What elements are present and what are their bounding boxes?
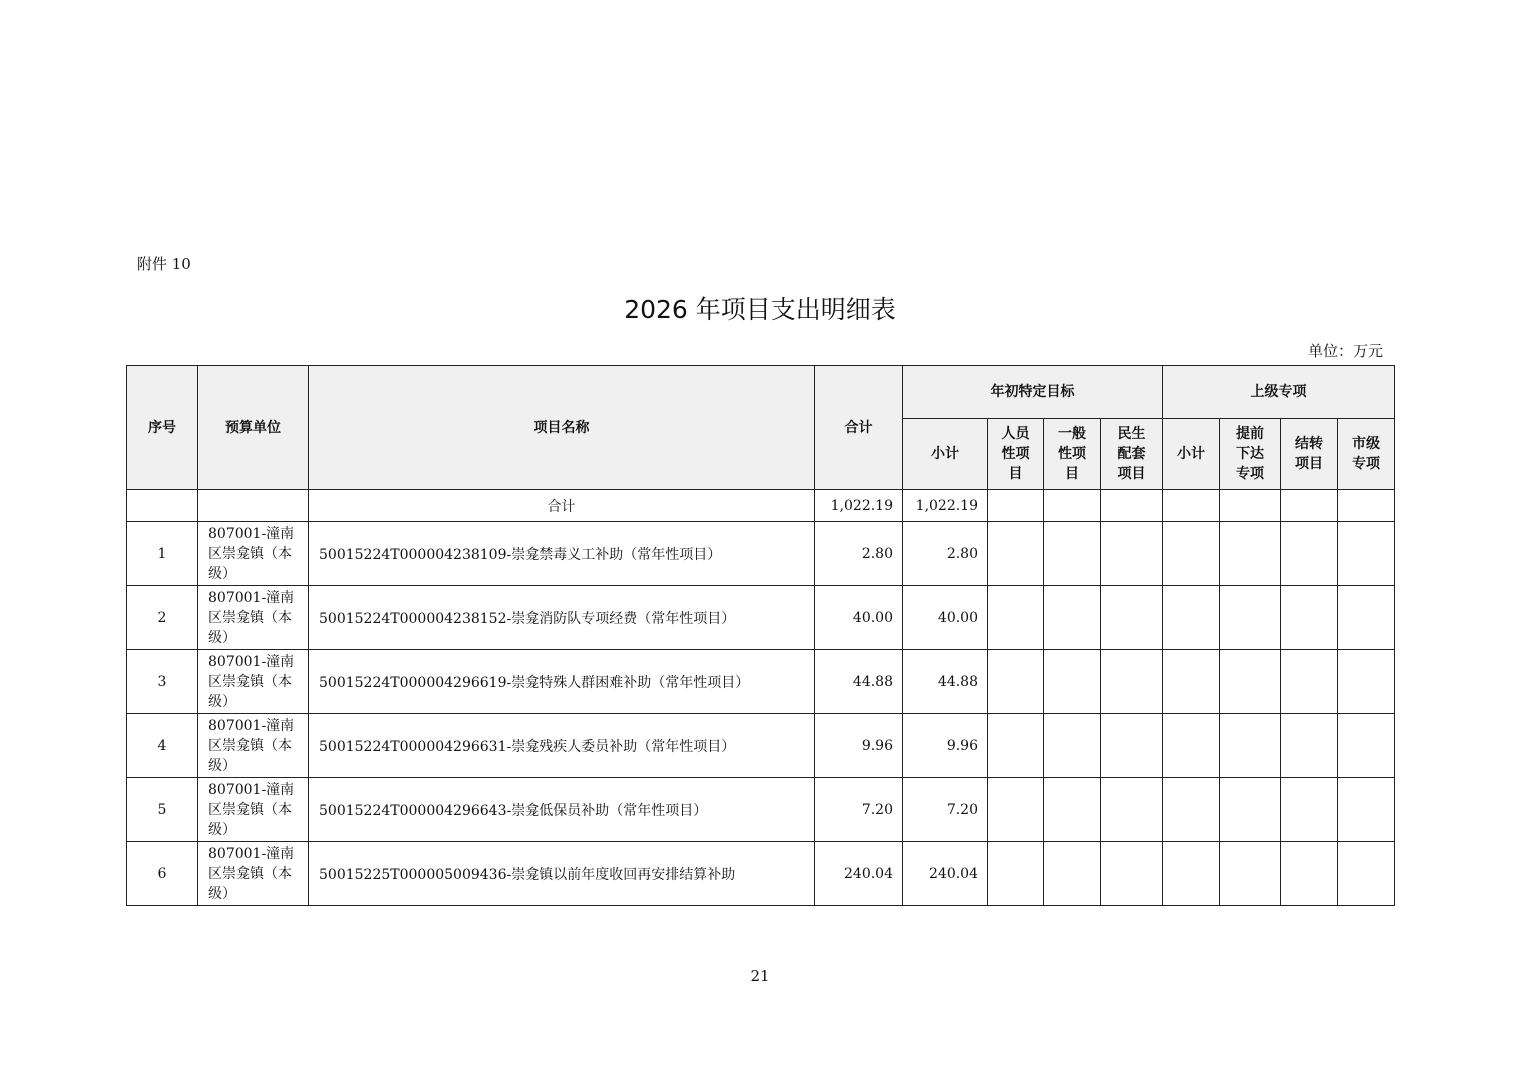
table-row [127,586,1395,650]
row-subtotal: 2.80 [903,522,988,586]
row-total: 44.88 [815,650,903,714]
attachment-label: 附件 10 [137,255,191,273]
row-project: 50015224T000004296619-崇龛特殊人群困难补助（常年性项目） [309,650,815,714]
unit-label: 单位：万元 [1307,342,1383,360]
col-header-personnel: 人员性项目 [988,419,1044,490]
row-unit: 807001-潼南区崇龛镇（本级） [198,650,309,714]
total-row [127,490,1395,522]
col-header-livelihood: 民生配套项目 [1101,419,1163,490]
row-total: 9.96 [815,714,903,778]
total-label: 合计 [309,490,815,522]
col-header-municipal: 市级专项 [1338,419,1395,490]
col-header-total: 合计 [815,366,903,490]
row-seq: 3 [127,650,198,714]
col-header-unit: 预算单位 [198,366,309,490]
col-header-carryover: 结转项目 [1281,419,1338,490]
col-header-advance: 提前下达专项 [1220,419,1281,490]
row-project: 50015224T000004238152-崇龛消防队专项经费（常年性项目） [309,586,815,650]
table-row [127,714,1395,778]
col-group-header-superior-special: 上级专项 [1163,366,1395,419]
project-expenditure-table [126,365,1395,906]
row-unit: 807001-潼南区崇龛镇（本级） [198,842,309,906]
col-header-general: 一般性项目 [1044,419,1101,490]
row-subtotal: 40.00 [903,586,988,650]
row-project: 50015224T000004296643-崇龛低保员补助（常年性项目） [309,778,815,842]
row-project: 50015225T000005009436-崇龛镇以前年度收回再安排结算补助 [309,842,815,906]
total-amount: 1,022.19 [815,490,903,522]
header-row-1 [127,366,1395,419]
row-total: 7.20 [815,778,903,842]
row-total: 2.80 [815,522,903,586]
total-subtotal: 1,022.19 [903,490,988,522]
row-unit: 807001-潼南区崇龛镇（本级） [198,778,309,842]
row-subtotal: 240.04 [903,842,988,906]
row-subtotal: 9.96 [903,714,988,778]
row-project: 50015224T000004238109-崇龛禁毒义工补助（常年性项目） [309,522,815,586]
row-seq: 6 [127,842,198,906]
table-row [127,778,1395,842]
row-seq: 4 [127,714,198,778]
page-number: 21 [750,967,770,985]
row-unit: 807001-潼南区崇龛镇（本级） [198,522,309,586]
row-subtotal: 7.20 [903,778,988,842]
col-header-subtotal-2: 小计 [1163,419,1220,490]
row-total: 240.04 [815,842,903,906]
row-project: 50015224T000004296631-崇龛残疾人委员补助（常年性项目） [309,714,815,778]
row-unit: 807001-潼南区崇龛镇（本级） [198,586,309,650]
row-seq: 1 [127,522,198,586]
row-unit: 807001-潼南区崇龛镇（本级） [198,714,309,778]
col-header-seq: 序号 [127,366,198,490]
col-group-header-annual-targets: 年初特定目标 [903,366,1163,419]
table-row [127,650,1395,714]
page-title: 2026 年项目支出明细表 [624,295,896,324]
table-row [127,522,1395,586]
row-subtotal: 44.88 [903,650,988,714]
row-seq: 2 [127,586,198,650]
col-header-subtotal-1: 小计 [903,419,988,490]
row-seq: 5 [127,778,198,842]
table-row [127,842,1395,906]
col-header-project: 项目名称 [309,366,815,490]
row-total: 40.00 [815,586,903,650]
